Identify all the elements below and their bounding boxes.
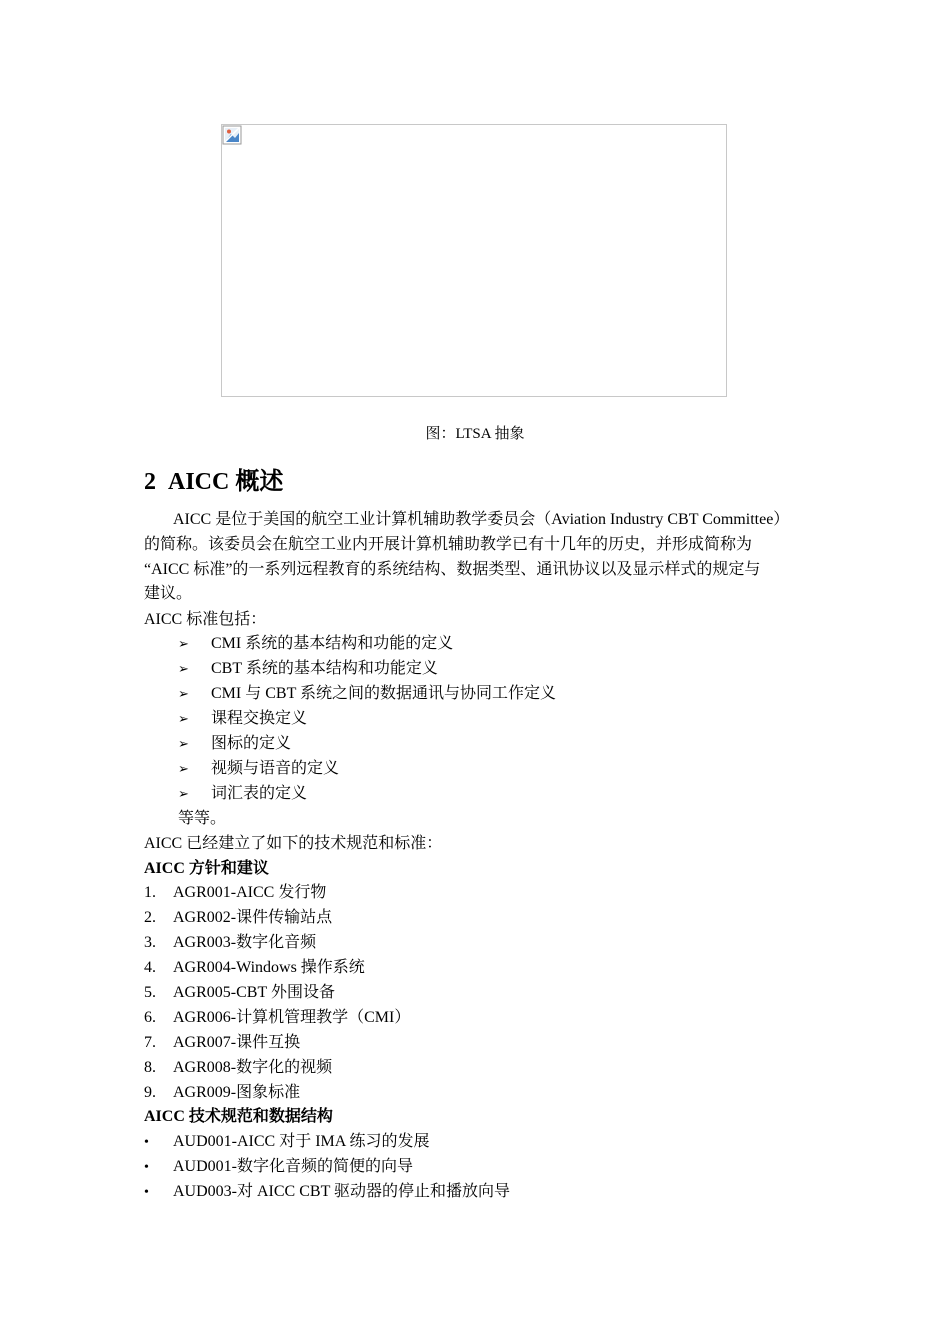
list-item: 9. AGR009-图象标准	[144, 1084, 301, 1101]
list-item: ➢ CMI 系统的基本结构和功能的定义	[178, 631, 556, 656]
arrow-bullet-icon: ➢	[178, 736, 189, 751]
intro-paragraph	[144, 508, 808, 607]
specs-heading: AICC 技术规范和数据结构	[144, 1108, 333, 1125]
list-item: • AUD001-数字化音频的简便的向导	[144, 1154, 510, 1179]
list-item: 7. AGR007-课件互换	[144, 1034, 301, 1051]
list-item: ➢ 图标的定义	[178, 731, 556, 756]
list-item: 4. AGR004-Windows 操作系统	[144, 959, 365, 976]
list-item: 1. AGR001-AICC 发行物	[144, 884, 327, 901]
arrow-bullet-icon: ➢	[178, 761, 189, 776]
intro-line: AICC 是位于美国的航空工业计算机辅助教学委员会（Aviation Industry CBT Committee）	[173, 511, 790, 528]
figure-caption: 图：LTSA 抽象	[425, 426, 525, 442]
list-item: ➢ 课程交换定义	[178, 706, 556, 731]
bullet-icon: •	[144, 1160, 149, 1175]
section-title: AICC 概述	[168, 469, 284, 495]
list-item: ➢ CMI 与 CBT 系统之间的数据通讯与协同工作定义	[178, 681, 556, 706]
arrow-bullet-icon: ➢	[178, 661, 189, 676]
list-item: ➢ 视频与语音的定义	[178, 756, 556, 781]
arrow-bullet-icon: ➢	[178, 686, 189, 701]
list-item: 5. AGR005-CBT 外围设备	[144, 984, 335, 1001]
list-item: • AUD001-AICC 对于 IMA 练习的发展	[144, 1129, 510, 1154]
arrow-bullet-icon: ➢	[178, 786, 189, 801]
guidelines-list	[144, 880, 410, 1105]
etc-text: 等等。	[178, 810, 227, 827]
list-item: ➢ 词汇表的定义	[178, 781, 556, 806]
list-item: 2. AGR002-课件传输站点	[144, 909, 333, 926]
established-intro: AICC 已经建立了如下的技术规范和标准：	[144, 835, 443, 852]
intro-line: “AICC 标准”的一系列远程教育的系统结构、数据类型、通讯协议以及显示样式的规定与	[144, 560, 761, 578]
intro-line: 的简称。该委员会在航空工业内开展计算机辅助教学已有十几年的历史，并形成简称为	[144, 535, 753, 553]
bullet-icon: •	[144, 1135, 149, 1150]
list-item: 8. AGR008-数字化的视频	[144, 1059, 333, 1076]
list-item: 6. AGR006-计算机管理教学（CMI）	[144, 1009, 411, 1026]
specs-list	[144, 1129, 510, 1204]
arrow-bullet-icon: ➢	[178, 636, 189, 651]
section-heading	[144, 466, 283, 498]
standards-list	[178, 631, 556, 806]
list-item: ➢ CBT 系统的基本结构和功能定义	[178, 656, 556, 681]
section-number: 2	[144, 469, 156, 495]
broken-image-icon	[222, 125, 242, 145]
figure-image-placeholder	[221, 124, 727, 397]
list-item: • AUD003-对 AICC CBT 驱动器的停止和播放向导	[144, 1179, 510, 1204]
list-item: 3. AGR003-数字化音频	[144, 934, 317, 951]
arrow-bullet-icon: ➢	[178, 711, 189, 726]
standards-intro: AICC 标准包括：	[144, 611, 267, 628]
bullet-icon: •	[144, 1185, 149, 1200]
intro-line: 建议。	[144, 585, 193, 603]
guidelines-heading: AICC 方针和建议	[144, 860, 269, 877]
